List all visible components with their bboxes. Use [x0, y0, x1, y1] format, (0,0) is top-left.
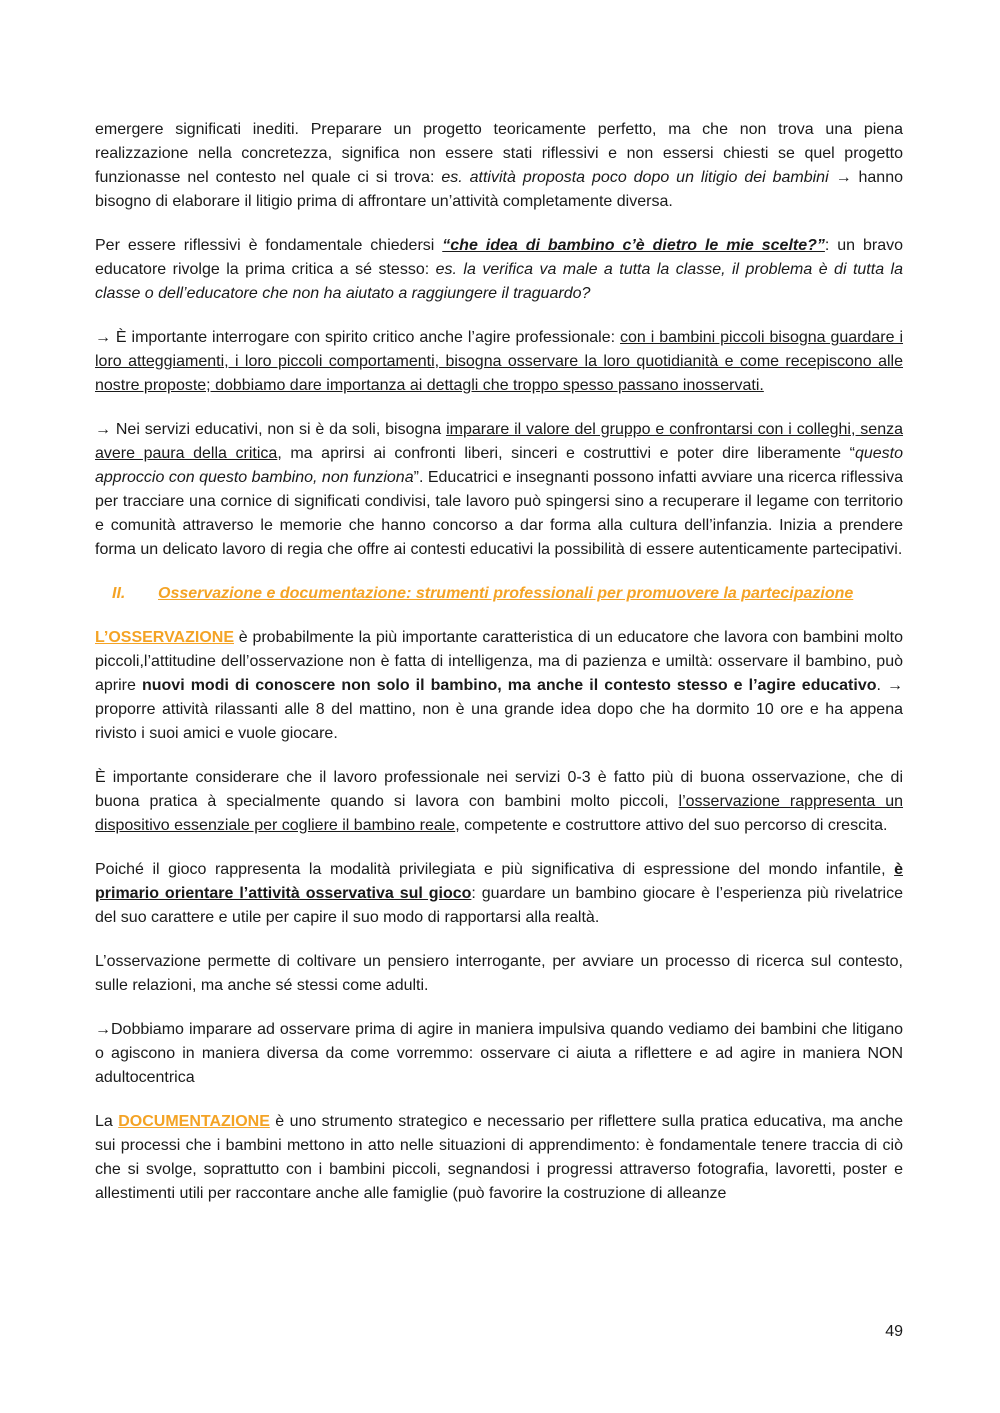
paragraph-3: → È importante interrogare con spirito critico anche l’agire professionale: con i bambini piccoli bisogna guardare i loro atteggiamenti, i loro piccoli comportamenti, bisogna osservare la loro quotidianità e come recepiscono alle nostre proposte; dobbiamo dare importanza ai dettagli che troppo spesso passano inosservati. [95, 329, 904, 394]
section-heading [95, 582, 903, 606]
section-title: Osservazione e documentazione: strumenti professionali per promuovere la partecipazione [158, 585, 854, 602]
page-number: 49 [885, 1323, 903, 1340]
paragraph-4: → Nei servizi educativi, non si è da soli, bisogna imparare il valore del gruppo e confrontarsi con i colleghi, senza avere paura della critica, ma aprirsi ai confronti liberi, sinceri e costruttivi e poter dire liberamente “questo approccio con questo bambino, non funziona”. Educatrici e insegnanti possono infatti avviare una ricerca riflessiva per tracciare una cornice di significati condivisi, tale lavoro può spingersi sino a recuperare il legame con territorio e comunità attraverso le memorie che hanno concorso a dar forma alla cultura dell’infanzia. Inizia a prendere forma un delicato lavoro di regia che offre ai contesti educativi la possibilità di essere autenticamente partecipativi. [95, 421, 904, 558]
paragraph-6: È importante considerare che il lavoro professionale nei servizi 0-3 è fatto più di buona osservazione, che di buona pratica à specialmente quando si lavora con bambini molto piccoli, l’osservazione rappresenta un dispositivo essenziale per cogliere il bambino reale, competente e costruttore attivo del suo percorso di crescita. [95, 769, 904, 834]
keyword-osservazione: L’OSSERVAZIONE [95, 629, 234, 646]
paragraph-2: Per essere riflessivi è fondamentale chiedersi “che idea di bambino c’è dietro le mie scelte?”: un bravo educatore rivolge la prima critica a sé stesso: es. la verifica va male a tutta la classe, il problema è di tutta la classe o dell’educatore che non ha aiutato a raggiungere il traguardo? [95, 237, 904, 302]
document-page [95, 118, 903, 1226]
paragraph-7: Poiché il gioco rappresenta la modalità privilegiata e più significativa di espressione del mondo infantile, è primario orientare l’attività osservativa sul gioco: guardare un bambino giocare è l’esperienza più rivelatrice del suo carattere e utile per capire il suo modo di rapportarsi alla realtà. [95, 861, 904, 926]
paragraph-8: L’osservazione permette di coltivare un pensiero interrogante, per avviare un processo di ricerca sul contesto, sulle relazioni, ma anche sé stessi come adulti. [95, 953, 903, 994]
paragraph-1: emergere significati inediti. Preparare un progetto teoricamente perfetto, ma che non trova una piena realizzazione nella concretezza, significa non essere stati riflessivi e non essersi chiesti se quel progetto funzionasse nel contesto nel quale ci si trova: es. attività proposta poco dopo un litigio dei bambini → hanno bisogno di elaborare il litigio prima di affrontare un’attività completamente diversa. [95, 121, 904, 210]
key-question: “che idea di bambino c’è dietro le mie scelte?” [442, 237, 825, 254]
paragraph-documentazione: La DOCUMENTAZIONE è uno strumento strategico e necessario per riflettere sulla pratica educativa, ma anche sui processi che i bambini mettono in atto nelle situazioni di apprendimento: è fondamentale tenere traccia di ciò che si svolge, soprattutto con i bambini piccoli, segnandosi i progressi attraverso fotografia, lavoretti, poster e allestimenti utili per raccontare anche alle famiglie (può favorire la costruzione di alleanze [95, 1113, 903, 1202]
keyword-documentazione: DOCUMENTAZIONE [118, 1113, 270, 1130]
section-number: II. [112, 585, 126, 602]
paragraph-9: →Dobbiamo imparare ad osservare prima di agire in maniera impulsiva quando vediamo dei bambini che litigano o agiscono in maniera diversa da come vorremmo: osservare ci aiuta a riflettere e ad agire in maniera NON adultocentrica [95, 1021, 903, 1086]
paragraph-osservazione: L’OSSERVAZIONE è probabilmente la più importante caratteristica di un educatore che lavora con bambini molto piccoli,l’attitudine dell’osservazione non è fatta di intelligenza, ma di pazienza e umiltà: osservare il bambino, può aprire nuovi modi di conoscere non solo il bambino, ma anche il contesto stesso e l’agire educativo. → proporre attività rilassanti alle 8 del mattino, non è una grande idea dopo che ha dormito 10 ore e ha appena rivisto i suoi amici e vuole giocare. [95, 629, 904, 742]
